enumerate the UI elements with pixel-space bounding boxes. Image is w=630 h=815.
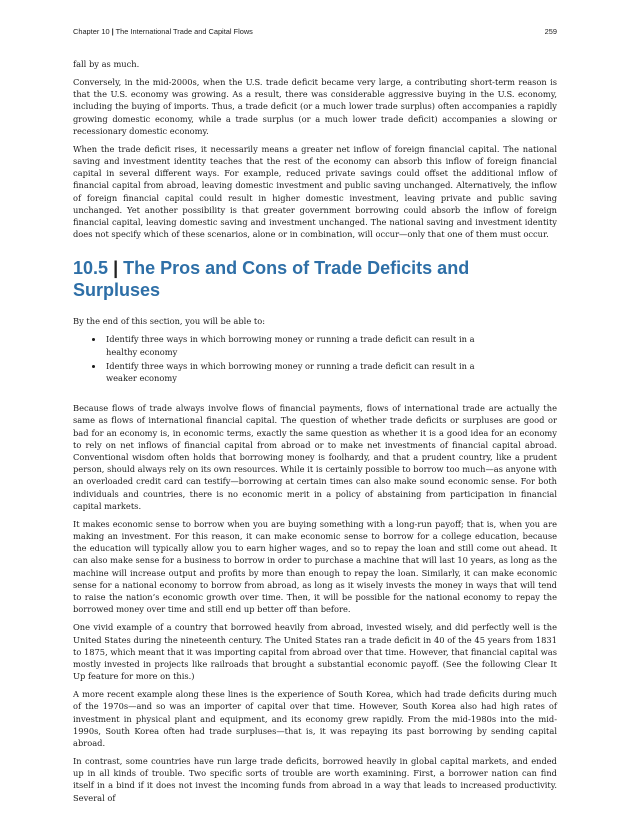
paragraph: One vivid example of a country that borrowed heavily from abroad, invested wisely, and did perfectly well is the United States during the nineteenth century. The United States ran a trade deficit in 40 of the 45 years from 1831 to 1875, which meant that it was importing capital from abroad over that time. However, that financial capital was mostly invested in projects like railroads that brought a substantial economic payoff. (See the following Clear It Up feature for more on this.) [73, 622, 557, 682]
paragraph: When the trade deficit rises, it necessarily means a greater net inflow of foreign financial capital. The national saving and investment identity teaches that the rest of the economy can absorb this inflow of foreign financial capital in several different ways. For example, reduced private savings could offset the additional inflow of financial capital from abroad, leaving domestic investment and public saving unchanged. Alternatively, the inflow of foreign financial capital could result in higher domestic investment, leaving private and public saving unchanged. Yet another possibility is that greater government borrowing could absorb the inflow of foreign financial capital, leaving domestic saving and investment unchanged. The national saving and investment identity does not specify which of these scenarios, alone or in combination, will occur—only that one of them must occur. [73, 143, 557, 240]
header-separator: | [111, 26, 114, 36]
page-number: 259 [544, 26, 557, 36]
body-text [73, 58, 557, 810]
objective-item: • Identify three ways in which borrowing money or running a trade deficit can result in a healthy economy [104, 333, 504, 357]
paragraph: It makes economic sense to borrow when you are buying something with a long-run payoff; that is, when you are making an investment. For this reason, it can make economic sense to borrow for a college education, because the education will typically allow you to earn higher wages, and so to repay the loan and still come out ahead. It can also make sense for a business to borrow in order to purchase a machine that will last 10 years, as long as the machine will increase output and profits by more than enough to repay the loan. Similarly, it can make economic sense for a national economy to borrow from abroad, as long as it wisely invests the money in ways that will tend to raise the nation’s economic growth over time. Then, it will be possible for the national economy to repay the borrowed money over time and still end up better off than before. [73, 518, 557, 615]
objectives-intro: By the end of this section, you will be able to: [73, 316, 265, 327]
section-separator: | [113, 258, 119, 279]
chapter-header [73, 27, 253, 36]
paragraph: fall by as much. [73, 59, 140, 69]
section-number: 10.5 [73, 258, 109, 279]
objective-item: • Identify three ways in which borrowing money or running a trade deficit can result in a weaker economy [104, 360, 504, 384]
learning-objectives-list [73, 333, 504, 384]
paragraph: Conversely, in the mid-2000s, when the U.S. trade deficit became very large, a contributing short-term reason is that the U.S. economy was growing. As a result, there was considerable aggressive buying in the U.S. economy, including the buying of imports. Thus, a trade deficit (or a much lower trade surplus) often accompanies a rapidly growing domestic economy, while a trade surplus (or a much lower trade deficit) accompanies a slowing or recessionary domestic economy. [73, 77, 557, 136]
chapter-title: The International Trade and Capital Flows [115, 26, 253, 36]
section-title: The Pros and Cons of Trade Deficits and Surpluses [73, 258, 470, 301]
paragraph: Because flows of trade always involve flows of financial payments, flows of international trade are actually the same as flows of international financial capital. The question of whether trade deficits or surpluses are good or bad for an economy is, in economic terms, exactly the same question as whether it is a good idea for an economy to rely on net inflows of financial capital from abroad or to make net investments of financial capital abroad. Conventional wisdom often holds that borrowing money is foolhardy, and that a prudent country, like a prudent person, should always rely on its own resources. While it is certainly possible to borrow too much—as anyone with an overloaded credit card can testify—borrowing at certain times can also make sound economic sense. For both individuals and countries, there is no economic merit in a policy of abstaining from participation in financial capital markets. [73, 403, 557, 511]
paragraph: A more recent example along these lines is the experience of South Korea, which had trade deficits during much of the 1970s—and so was an importer of capital over that time. However, South Korea also had high rates of investment in physical plant and equipment, and its economy grew rapidly. From the mid-1980s into the mid-1990s, South Korea often had trade surpluses—that is, it was repaying its past borrowing by sending capital abroad. [73, 689, 557, 748]
section-heading [73, 257, 557, 301]
chapter-label: Chapter 10 [73, 26, 110, 36]
running-header [73, 25, 557, 37]
paragraph: In contrast, some countries have run large trade deficits, borrowed heavily in global capital markets, and ended up in all kinds of trouble. Two specific sorts of trouble are worth examining. First, a borrower nation can find itself in a bind if it does not invest the incoming funds from abroad in a way that leads to increased productivity. Several of [73, 755, 557, 803]
